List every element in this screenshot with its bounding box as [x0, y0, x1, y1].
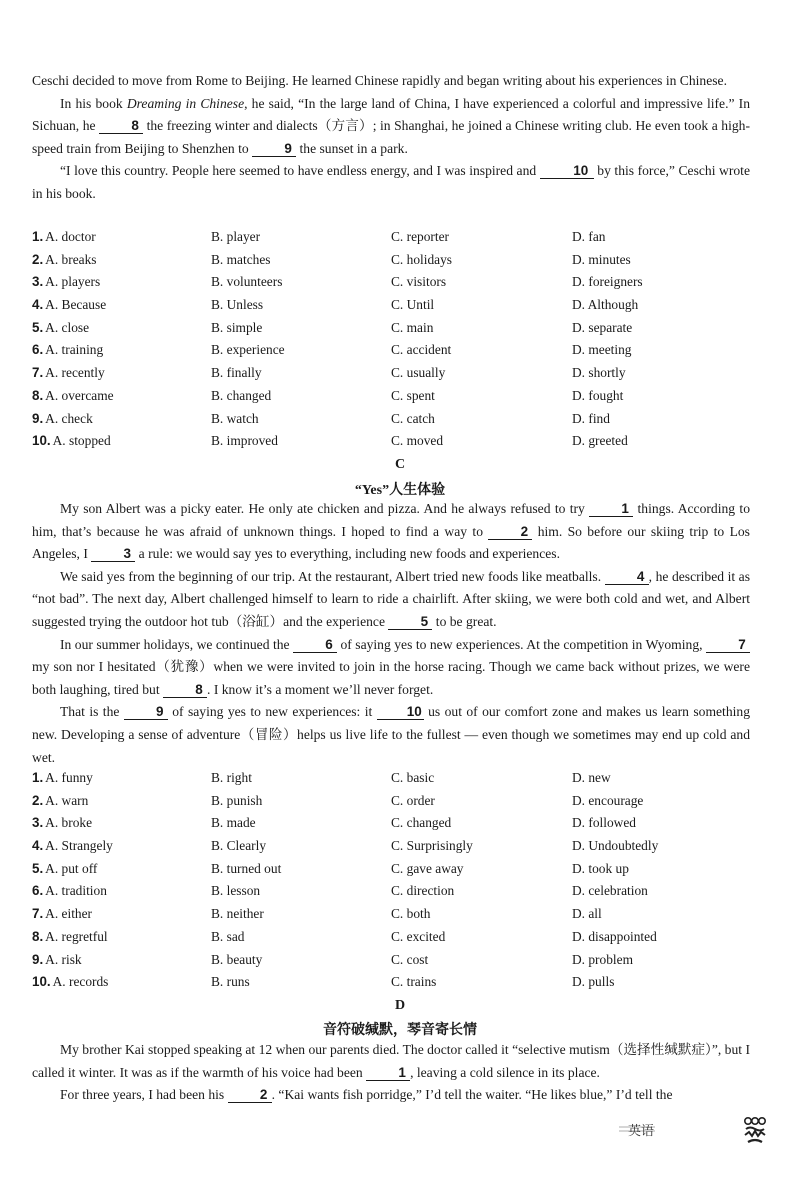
- blank-10: 10: [540, 163, 594, 179]
- option-d: D. fan: [572, 229, 606, 244]
- option-c: C. main: [391, 319, 434, 335]
- option-row: [32, 250, 750, 273]
- passage-b-text: [32, 70, 750, 206]
- option-row: [32, 431, 750, 454]
- option-row: [32, 768, 750, 791]
- option-b: B. matches: [211, 251, 271, 267]
- option-d: D. celebration: [572, 883, 648, 899]
- option-b: B. sad: [211, 928, 245, 944]
- blank-5: 5: [388, 614, 432, 630]
- option-row: [32, 881, 750, 904]
- option-d: D. disappointed: [572, 928, 657, 944]
- option-row: [32, 791, 750, 814]
- option-d: D. greeted: [572, 433, 628, 449]
- option-a: 2. A. warn: [32, 792, 89, 808]
- option-b: B. volunteers: [211, 274, 283, 290]
- option-a: 6. A. tradition: [32, 883, 107, 899]
- option-d: D. followed: [572, 815, 636, 831]
- option-c: C. basic: [391, 770, 435, 785]
- option-b: B. runs: [211, 974, 250, 990]
- question-number: 7.: [32, 365, 44, 381]
- option-a: 8. A. regretful: [32, 928, 108, 944]
- paragraph: My son Albert was a picky eater. He only ate chicken and pizza. And he always refused to try 1 things. According to him, that’s because he was afraid of unknown things. I hoped to find a way to 2 him. So before our skiing trip to Los Angeles, I 3 a rule: we would say yes to everything, including new foods and experiences.: [32, 501, 750, 562]
- option-c: C. Surprisingly: [391, 838, 473, 854]
- blank-8: 8: [99, 118, 143, 134]
- option-b: B. turned out: [211, 860, 282, 876]
- option-c: C. direction: [391, 883, 455, 899]
- option-a: 10. A. records: [32, 974, 109, 990]
- question-number: 6.: [32, 342, 44, 358]
- option-row: [32, 859, 750, 882]
- option-d: D. shortly: [572, 365, 626, 381]
- option-a: 7. A. recently: [32, 365, 105, 381]
- paragraph: “I love this country. People here seemed to have endless energy, and I was inspired and 10 by this force,” Ceschi wrote in his book.: [32, 163, 750, 201]
- option-c: C. catch: [391, 410, 435, 426]
- paragraph: We said yes from the beginning of our trip. At the restaurant, Albert tried new foods like meatballs. 4 , he described it as “not bad”. The next day, Albert challenged himself to learn to ride a chairlift. After skiing, we were both cold and wet, and Albert suggested trying the outdoor hot tub（浴缸）and the experience 5 to be great.: [32, 568, 750, 629]
- option-a: 3. A. broke: [32, 815, 93, 831]
- option-b: B. made: [211, 815, 256, 831]
- option-b: B. Clearly: [211, 838, 267, 854]
- option-d: D. fought: [572, 387, 624, 403]
- option-d: D. new: [572, 770, 611, 785]
- option-b: B. changed: [211, 387, 272, 403]
- option-c: C. moved: [391, 433, 444, 449]
- passage-c-text: [32, 498, 750, 769]
- section-letter-c: C: [394, 457, 406, 472]
- option-c: C. usually: [391, 365, 446, 381]
- question-number: 5.: [32, 319, 44, 335]
- blank-9: 9: [124, 704, 168, 720]
- option-c: C. both: [391, 906, 431, 922]
- question-number: 10.: [32, 433, 51, 449]
- option-row: [32, 386, 750, 409]
- section-title-c: “Yes”人生体验: [354, 483, 446, 498]
- blank-1: 1: [589, 501, 633, 517]
- question-number: 8.: [32, 928, 44, 944]
- blank-1: 1: [366, 1065, 410, 1081]
- question-number: 3.: [32, 815, 44, 831]
- blank-10: 10: [377, 704, 424, 720]
- option-row: [32, 318, 750, 341]
- paragraph: In his book Dreaming in Chinese, he said, “In the large land of China, I have experienced a colorful and impressive life.” In Sichuan, he 8 the freezing winter and dialects（方言）; in Shanghai, he joined a Chinese writing club. He even took a high-speed train from Beijing to Shenzhen to 9 the sunset in a park.: [32, 95, 750, 156]
- option-c: C. visitors: [391, 274, 447, 290]
- paragraph: In our summer holidays, we continued the 6 of saying yes to new experiences. At the competition in Wyoming, 7 my son nor I hesitated（犹豫）when we were invited to join in the horse racing. Though we came back without prizes, we were both laughing, tired but 8 . I know it’s a moment we’ll never forget.: [32, 636, 750, 697]
- option-a: 9. A. check: [32, 410, 93, 426]
- question-number: 8.: [32, 387, 44, 403]
- option-c: C. spent: [391, 387, 435, 403]
- option-row: [32, 409, 750, 432]
- option-a: 3. A. players: [32, 274, 101, 290]
- option-b: B. neither: [211, 906, 264, 922]
- option-row: [32, 813, 750, 836]
- option-row: [32, 227, 750, 250]
- option-d: D. minutes: [572, 251, 631, 267]
- option-a: 1. A. doctor: [32, 229, 96, 244]
- option-row: [32, 836, 750, 859]
- option-d: D. all: [572, 906, 602, 922]
- question-number: 4.: [32, 838, 44, 854]
- option-b: B. right: [211, 770, 252, 785]
- option-a: 1. A. funny: [32, 770, 93, 785]
- section-title-d: 音符破缄默，琴音寄长情: [323, 1023, 477, 1038]
- blank-4: 4: [605, 569, 649, 585]
- option-b: B. punish: [211, 792, 263, 808]
- option-a: 8. A. overcame: [32, 387, 114, 403]
- option-row: [32, 972, 750, 995]
- option-d: D. pulls: [572, 974, 615, 990]
- option-c: C. trains: [391, 974, 437, 990]
- passage-c-options: [32, 768, 750, 995]
- option-row: [32, 295, 750, 318]
- option-b: B. improved: [211, 433, 278, 449]
- blank-6: 6: [293, 637, 337, 653]
- option-c: C. accident: [391, 342, 452, 358]
- option-b: B. lesson: [211, 883, 261, 899]
- question-number: 4.: [32, 297, 44, 313]
- option-c: C. cost: [391, 951, 429, 967]
- option-a: 4. A. Strangely: [32, 838, 113, 854]
- paragraph: That is the 9 of saying yes to new experiences: it 10 us out of our comfort zone and makes us learn something new. Developing a sense of adventure（冒险）helps us live life to the fullest — even though we sometimes may end up cold and wet.: [32, 704, 751, 765]
- blank-3: 3: [91, 546, 135, 562]
- option-a: 10. A. stopped: [32, 433, 111, 449]
- option-c: C. changed: [391, 815, 452, 831]
- question-number: 1.: [32, 229, 44, 244]
- option-a: 9. A. risk: [32, 951, 82, 967]
- option-b: B. beauty: [211, 951, 263, 967]
- passage-b-options: [32, 227, 750, 454]
- blank-9: 9: [252, 141, 296, 157]
- option-d: D. encourage: [572, 792, 644, 808]
- option-c: C. excited: [391, 928, 446, 944]
- blank-8: 8: [163, 682, 207, 698]
- question-number: 5.: [32, 860, 44, 876]
- option-d: D. find: [572, 410, 610, 426]
- option-row: [32, 340, 750, 363]
- option-d: D. separate: [572, 319, 633, 335]
- question-number: 10.: [32, 974, 51, 990]
- option-row: [32, 363, 750, 386]
- paragraph: Ceschi decided to move from Rome to Beijing. He learned Chinese rapidly and began writing about his experiences in Chinese.: [32, 73, 727, 88]
- option-d: D. Undoubtedly: [572, 838, 659, 854]
- blank-2: 2: [488, 524, 532, 540]
- option-a: 5. A. put off: [32, 860, 98, 876]
- paragraph: For three years, I had been his 2 . “Kai wants fish porridge,” I’d tell the waiter. “He likes blue,” I’d tell the: [60, 1087, 673, 1103]
- publisher-logo-icon: [740, 1114, 770, 1146]
- option-d: D. foreigners: [572, 274, 643, 290]
- option-d: D. Although: [572, 297, 639, 313]
- option-b: B. Unless: [211, 297, 264, 313]
- question-number: 9.: [32, 951, 44, 967]
- option-a: 4. A. Because: [32, 297, 107, 313]
- blank-2: 2: [228, 1087, 272, 1103]
- question-number: 7.: [32, 906, 44, 922]
- option-b: B. player: [211, 229, 261, 244]
- option-row: [32, 904, 750, 927]
- option-c: C. holidays: [391, 251, 453, 267]
- option-b: B. simple: [211, 319, 263, 335]
- paragraph: My brother Kai stopped speaking at 12 when our parents died. The doctor called it “selective mutism（选择性缄默症）”, but I called it winter. It was as if the warmth of his voice had been 1 , leaving a cold silence in its place.: [32, 1042, 750, 1080]
- option-a: 2. A. breaks: [32, 251, 97, 267]
- question-number: 1.: [32, 770, 44, 785]
- option-row: [32, 272, 750, 295]
- option-c: C. gave away: [391, 860, 464, 876]
- option-c: C. reporter: [391, 229, 450, 244]
- option-row: [32, 950, 750, 973]
- section-letter-d: D: [394, 998, 406, 1013]
- option-c: C. order: [391, 792, 435, 808]
- question-number: 9.: [32, 410, 44, 426]
- option-a: 5. A. close: [32, 319, 90, 335]
- option-d: D. meeting: [572, 342, 632, 358]
- blank-7: 7: [706, 637, 750, 653]
- option-a: 7. A. either: [32, 906, 93, 922]
- option-b: B. watch: [211, 410, 259, 426]
- question-number: 2.: [32, 792, 44, 808]
- option-d: D. took up: [572, 860, 629, 876]
- passage-d-text: [32, 1039, 750, 1107]
- footer-subject: 英语: [628, 1124, 655, 1139]
- option-row: [32, 927, 750, 950]
- book-title: Dreaming in Chinese: [126, 95, 245, 111]
- option-c: C. Until: [391, 297, 435, 313]
- question-number: 3.: [32, 274, 44, 290]
- question-number: 2.: [32, 251, 44, 267]
- option-d: D. problem: [572, 951, 633, 967]
- option-b: B. finally: [211, 365, 262, 381]
- option-b: B. experience: [211, 342, 285, 358]
- question-number: 6.: [32, 883, 44, 899]
- option-a: 6. A. training: [32, 342, 104, 358]
